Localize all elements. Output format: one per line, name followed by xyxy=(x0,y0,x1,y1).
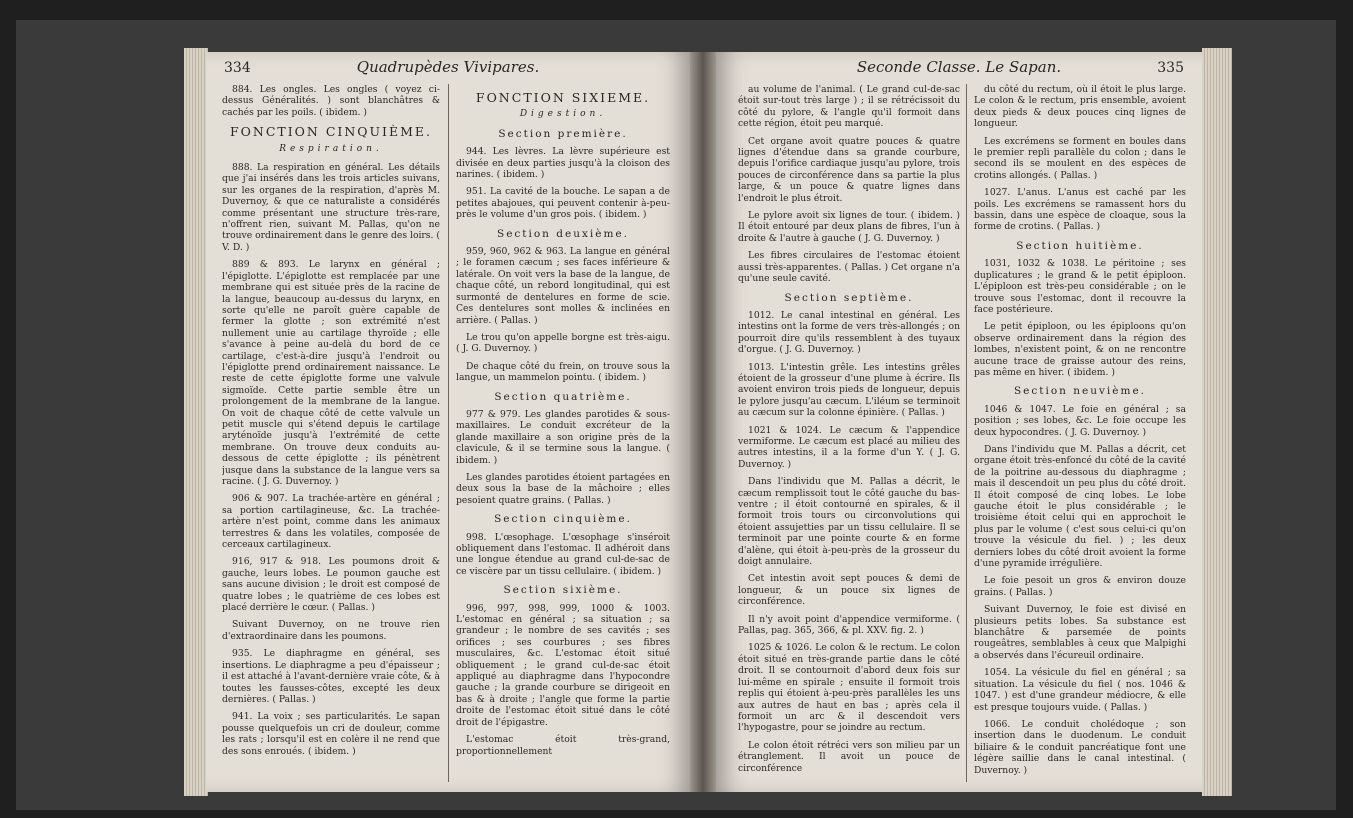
paragraph: Le colon étoit rétréci vers son milieu par un étranglement. Il avoit un pouce de circonférence xyxy=(738,739,960,774)
paragraph: 959, 960, 962 & 963. La langue en général ; le foramen cæcum ; ses faces inférieure & latérale. On voit vers la base de la langue, de chaque côté, un rebord longitudinal, qui est surmonté de dentelures en forme de scie. Ces dentelures sont molles & inclinées en arrière. ( Pallas. ) xyxy=(456,246,670,326)
section-heading: Section première. xyxy=(498,127,628,140)
section-subheading: Respiration. xyxy=(279,143,383,154)
section-heading: Section sixième. xyxy=(503,584,623,597)
paragraph: Cet organe avoit quatre pouces & quatre lignes d'étendue dans sa grande courbure, depuis l'orifice cardiaque jusqu'au pylore, trois pouces de circonférence dans sa partie la plus large, & un pouce & quatre lignes dans l'endroit le plus étroit. xyxy=(738,135,960,204)
right-column-2 xyxy=(974,84,1186,784)
paragraph: Dans l'individu que M. Pallas a décrit, le cæcum remplissoit tout le côté gauche du bas-ventre ; il étoit contourné en spirales, & il formoit trois tours ou circonvolutions qui étoient assujetties par un tissu cellulaire. Il se terminoit par une pointe courte & en forme d'alène, qui étoit à-peu-près de la grosseur du doigt annulaire. xyxy=(738,476,960,568)
left-column-rule xyxy=(448,84,449,782)
paragraph: Le petit épiploon, ou les épiploons qu'on observe ordinairement dans la région des lombes, n'existent point, & on ne rencontre aucune trace de graisse autour des reins, pas même en hiver. ( ibidem. ) xyxy=(974,321,1186,378)
paragraph: 977 & 979. Les glandes parotides & sous-maxillaires. Le conduit excréteur de la glande maxillaire a son origine près de la clavicule, & il se termine sous la langue. ( ibidem. ) xyxy=(456,408,670,466)
right-column-1 xyxy=(738,84,960,784)
left-column-2 xyxy=(456,84,670,784)
paragraph: L'estomac étoit très-grand, proportionnellement xyxy=(456,734,670,757)
right-page xyxy=(716,52,1202,792)
paragraph: Les fibres circulaires de l'estomac étoient aussi très-apparentes. ( Pallas. ) Cet organe n'a qu'une seule cavité. xyxy=(738,250,960,285)
paragraph: 951. La cavité de la bouche. Le sapan a de petites abajoues, qui peuvent contenir à-peu-près le volume d'un gros pois. ( ibidem. ) xyxy=(456,186,670,221)
paragraph: Cet intestin avoit sept pouces & demi de longueur, & un pouce six lignes de circonférence. xyxy=(738,573,960,608)
paragraph: 996, 997, 998, 999, 1000 & 1003. L'estomac en général ; sa situation ; sa grandeur ; le nombre de ses cavités ; ses orifices ; ses courbures ; ses fibres musculaires, &c. L'estomac étoit situé obliquement ; le grand cul-de-sac étoit appliqué au diaphragme dans l'hypocondre gauche ; la grande courbure se dirigeoit en bas & à droite ; l'angle que forme la partie droite de l'estomac étoit situé dans le côté droit de l'épigastre. xyxy=(456,602,670,728)
paragraph: 888. La respiration en général. Les détails que j'ai insérés dans les trois articles suivans, sur les organes de la respiration, d'après M. Duvernoy, & que ce naturaliste a considérés comme présentant une structure très-rare, n'offrent rien, suivant M. Pallas, qu'on ne trouve ordinairement dans le genre des loirs. ( V. D. ) xyxy=(222,162,440,253)
paragraph: 944. Les lèvres. La lèvre supérieure est divisée en deux parties jusqu'à la cloison des narines. ( ibidem. ) xyxy=(456,146,670,181)
paragraph: Le trou qu'on appelle borgne est très-aigu. ( J. G. Duvernoy. ) xyxy=(456,331,670,355)
left-running-title: Quadrupèdes Vivipares. xyxy=(356,58,540,76)
paragraph: Il n'y avoit point d'appendice vermiforme. ( Pallas, pag. 365, 366, & pl. XXV. fig. 2. ) xyxy=(738,613,960,637)
paragraph: 941. La voix ; ses particularités. Le sapan pousse quelquefois un cri de douleur, comme les rats ; lorsqu'il est en colère il ne rend que des sons enroués. ( ibidem. ) xyxy=(222,711,440,757)
section-heading: Section cinquième. xyxy=(494,513,632,526)
paragraph: 1013. L'intestin grêle. Les intestins grêles étoient de la grosseur d'une plume à écrire. Ils avoient environ trois pieds de longueur, depuis le pylore jusqu'au cæcum. L'iléum se terminoit au cæcum sur la colonne épinière. ( Pallas. ) xyxy=(738,361,960,419)
paragraph: du côté du rectum, où il étoit le plus large. Le colon & le rectum, pris ensemble, avoient deux pieds & deux pouces cinq lignes de longueur. xyxy=(974,84,1186,130)
paragraph: 1031, 1032 & 1038. Le péritoine ; ses duplicatures ; le grand & le petit épiploon. L'épiploon est très-peu considérable ; on le trouve sous l'estomac, dont il recouvre la face postérieure. xyxy=(974,258,1186,315)
paragraph: 916, 917 & 918. Les poumons droit & gauche, leurs lobes. Le poumon gauche est sans aucune division ; le droit est composé de quatre lobes ; le quatrième de ces lobes est placé derrière le cœur. ( Pallas. ) xyxy=(222,556,440,614)
paragraph: Les excrémens se forment en boules dans le premier repli parallèle du colon ; dans le second ils se moulent en des espèces de crotins allongés. ( Pallas. ) xyxy=(974,135,1186,181)
book-spread xyxy=(16,20,1336,810)
right-page-edges xyxy=(1202,48,1232,796)
paragraph: 884. Les ongles. Les ongles ( voyez ci-dessus Généralités. ) sont blanchâtres & cachés par les poils. ( ibidem. ) xyxy=(222,84,440,118)
paragraph: 998. L'œsophage. L'œsophage s'inséroit obliquement dans l'estomac. Il adhéroit dans une longue étendue au grand cul-de-sac de ce viscère par un tissu cellulaire. ( ibidem. ) xyxy=(456,531,670,577)
paragraph: Le pylore avoit six lignes de tour. ( ibidem. ) Il étoit entouré par deux plans de fibres, l'un à droite & l'autre à gauche ( J. G. Duvernoy. ) xyxy=(738,210,960,244)
paragraph: 1012. Le canal intestinal en général. Les intestins ont la forme de vers très-allongés ; on pourroit dire qu'ils ressemblent à des tuyaux d'orgue. ( J. G. Duvernoy. ) xyxy=(738,309,960,356)
paragraph: Suivant Duvernoy, le foie est divisé en plusieurs petits lobes. Sa substance est blanchâtre & parsemée de points rougeâtres, semblables à ceux que Malpighi a observés dans l'écureuil ordinaire. xyxy=(974,604,1186,661)
paragraph: Le foie pesoit un gros & environ douze grains. ( Pallas. ) xyxy=(974,575,1186,598)
section-heading: FONCTION CINQUIÈME. xyxy=(229,124,433,140)
paragraph: Les glandes parotides étoient partagées en deux sous la base de la mâchoire ; elles pesoient quatre grains. ( Pallas. ) xyxy=(456,471,670,506)
right-column-rule xyxy=(966,84,967,782)
section-heading: Section neuvième. xyxy=(1013,385,1147,398)
right-page-number: 335 xyxy=(1157,60,1184,76)
left-page xyxy=(206,52,690,792)
paragraph: Suivant Duvernoy, on ne trouve rien d'extraordinaire dans les poumons. xyxy=(222,619,440,642)
book-gutter xyxy=(690,52,716,792)
left-page-edges xyxy=(184,48,208,796)
right-running-head xyxy=(734,58,1184,80)
paragraph: 906 & 907. La trachée-artère en général ; sa portion cartilagineuse, &c. La trachée-artère n'est point, comme dans les animaux terrestres & dans les volatiles, composée de cerceaux cartilagineux. xyxy=(222,493,440,551)
paragraph: 1066. Le conduit cholédoque ; son insertion dans le duodenum. Le conduit biliaire & le conduit pancréatique font une légère saillie dans le canal intestinal. ( Duvernoy. ) xyxy=(974,718,1186,776)
paragraph: 935. Le diaphragme en général, ses insertions. Le diaphragme a peu d'épaisseur ; il est attaché à l'avant-dernière vraie côte, & à toutes les fausses-côtes, excepté les deux dernières. ( Pallas. ) xyxy=(222,648,440,705)
left-column-1 xyxy=(222,84,440,784)
paragraph: De chaque côté du frein, on trouve sous la langue, un mammelon pointu. ( ibidem. ) xyxy=(456,360,670,384)
section-heading: FONCTION SIXIEME. xyxy=(475,90,651,105)
paragraph: 1046 & 1047. Le foie en général ; sa position ; ses lobes, &c. Le foie occupe les deux hypocondres. ( J. G. Duvernoy. ) xyxy=(974,403,1186,438)
left-page-number: 334 xyxy=(224,60,251,76)
section-heading: Section septième. xyxy=(784,291,914,304)
left-running-head xyxy=(224,58,672,80)
right-running-title: Seconde Classe. Le Sapan. xyxy=(856,58,1062,76)
paragraph: 1027. L'anus. L'anus est caché par les poils. Les excrémens se ramassent hors du bassin, dans une espèce de cloaque, sous la forme de crotins. ( Pallas. ) xyxy=(974,187,1186,233)
paragraph: 1054. La vésicule du fiel en général ; sa situation. La vésicule du fiel ( nos. 1046 & 1047. ) est d'une grandeur médiocre, & elle est presque toujours vuide. ( Pallas. ) xyxy=(974,667,1186,713)
section-subheading: Digestion. xyxy=(519,109,607,120)
paragraph: 1021 & 1024. Le cæcum & l'appendice vermiforme. Le cæcum est placé au milieu des autres intestins, il a la forme d'un Y. ( J. G. Duvernoy. ) xyxy=(738,424,960,470)
paragraph: au volume de l'animal. ( Le grand cul-de-sac étoit sur-tout très large ) ; il se rétrécissoit du côté du pylore, & l'angle qu'il formoit dans cette région, étoit peu marqué. xyxy=(738,84,960,130)
paragraph: 889 & 893. Le larynx en général ; l'épiglotte. L'épiglotte est remplacée par une membrane qui est située près de la racine de la langue, beaucoup au-dessus du larynx, en sorte qu'elle ne paroît guère capable de fermer la glotte ; son extrémité n'est nullement unie au cartilage thyroïde ; elle s'avance à peine au-delà du bord de ce cartilage, c'est-à-dire jusqu'à l'endroit ou l'épiglotte prend ordinairement naissance. Le reste de cette épiglotte forme une valvule sigmoïde. Cette partie semble être un prolongement de la membrane de la langue. On voit de chaque côté de cette valvule un petit muscle qui s'étend depuis le cartilage aryténoïde jusqu'à l'extrémité de cette membrane. On trouve deux conduits au-dessous de cette épiglotte ; ils pénètrent jusque dans la substance de la langue vers sa racine. ( J. G. Duvernoy. ) xyxy=(222,259,440,487)
paragraph: 1025 & 1026. Le colon & le rectum. Le colon étoit situé en très-grande partie dans le côté droit. Il se contournoit d'abord deux fois sur lui-même en spirale ; ensuite il formoit trois replis qui étoient à-peu-près parallèles les uns aux autres de haut en bas ; après cela il formoit un arc & il descendoit vers l'hypogastre, pour se joindre au rectum. xyxy=(738,642,960,734)
paragraph: Dans l'individu que M. Pallas a décrit, cet organe étoit très-enfoncé du côté de la cavité de la poitrine au-dessous du diaphragme ; mais il descendoit un peu plus du côté droit. Il étoit composé de cinq lobes. Le lobe gauche étoit le plus considérable ; le troisième étoit celui qui en approchoit le plus par le volume ( c'est sous celui-ci qu'on trouve la vésicule du fiel. ) ; les deux derniers lobes du côté droit avoient la forme d'une pyramide irrégulière. xyxy=(974,443,1186,570)
section-heading: Section huitième. xyxy=(1016,239,1144,252)
section-heading: Section quatrième. xyxy=(494,390,632,403)
section-heading: Section deuxième. xyxy=(497,227,629,240)
